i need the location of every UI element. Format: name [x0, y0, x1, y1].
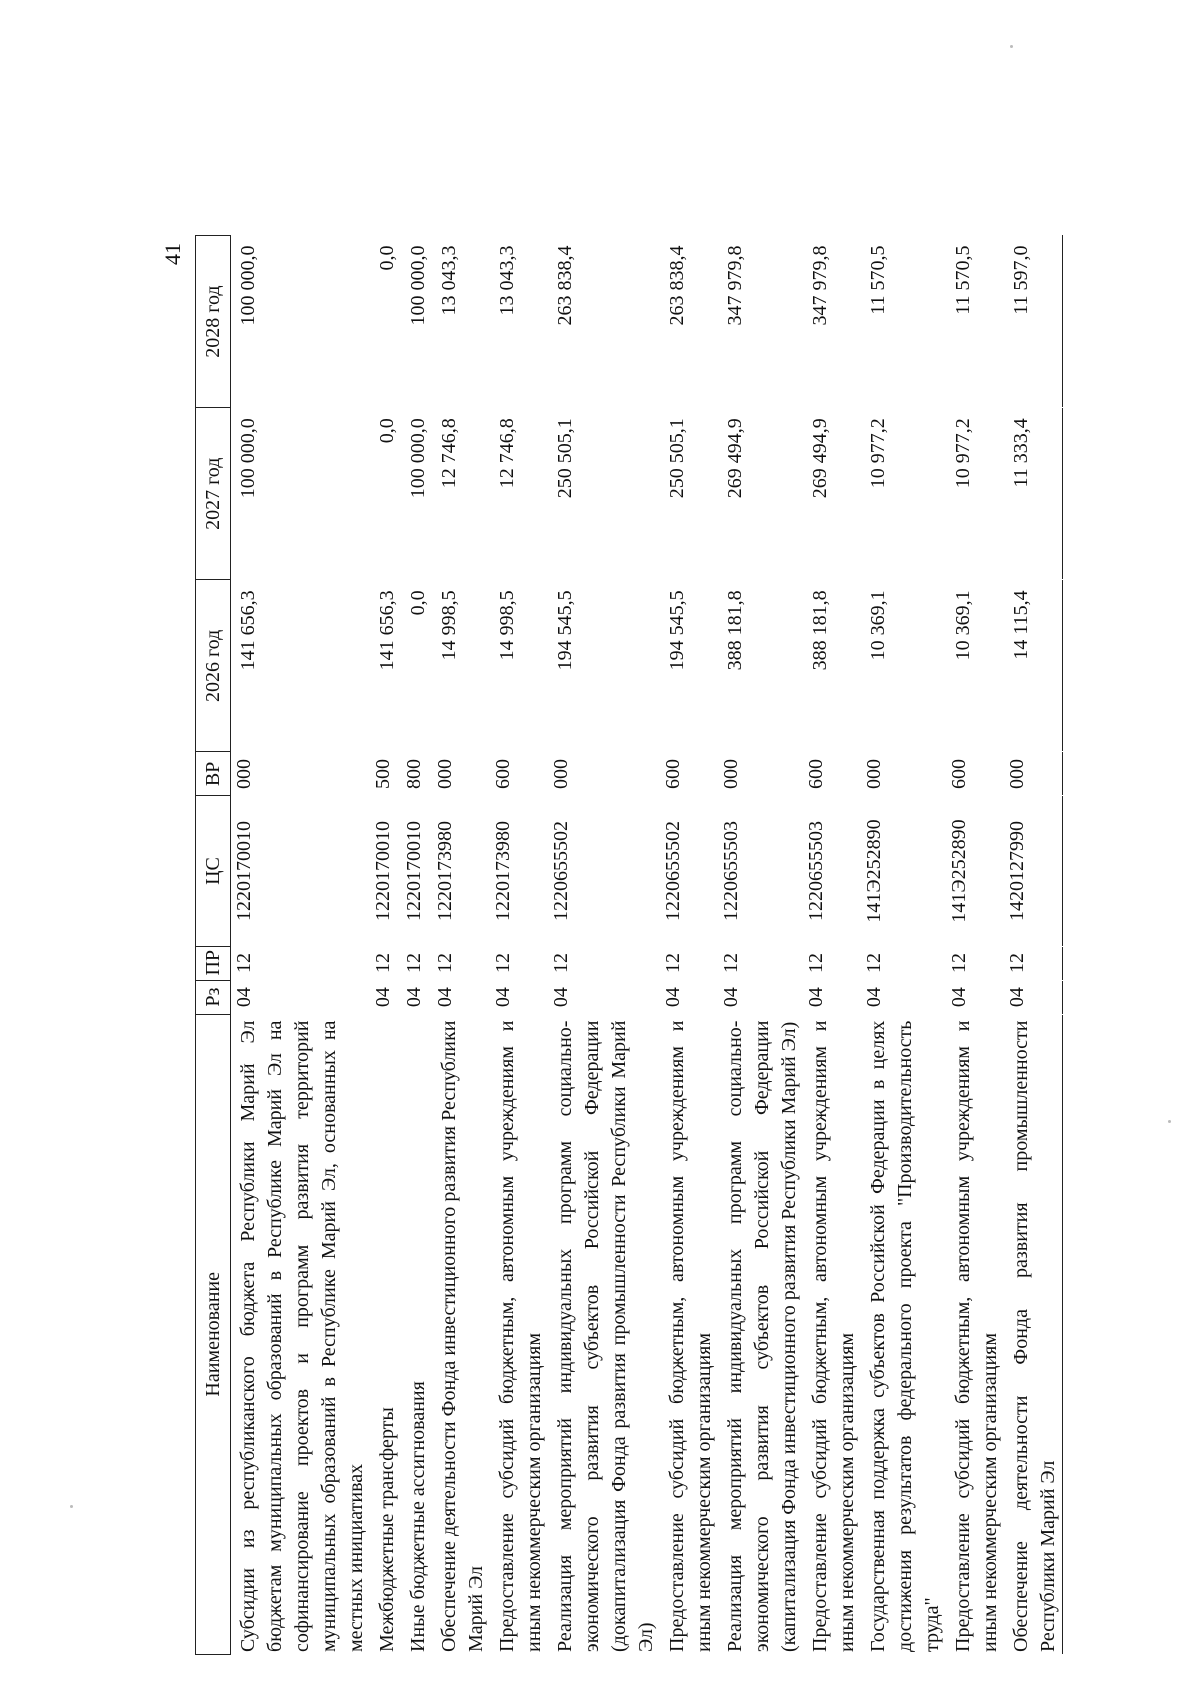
- row-2028: 13 043,3: [438, 245, 460, 316]
- row-name: Государственная поддержка субъектов Российской Федерации в целях достижения результатов федерального проекта "Производительность труда": [867, 1020, 943, 1652]
- row-cs: 1220170010: [233, 820, 255, 921]
- header-rz: Рз: [196, 980, 231, 1014]
- row-cs: 1220170010: [372, 820, 394, 921]
- header-name: Наименование: [196, 1014, 231, 1654]
- row-name: Обеспечение деятельности Фонда развития промышленности Республики Марий Эл: [1010, 1020, 1059, 1652]
- row-vr: 000: [233, 758, 255, 789]
- row-2026: 14 998,5: [496, 590, 518, 661]
- row-vr: 600: [492, 758, 514, 789]
- row-pr: 12: [863, 953, 885, 974]
- row-2027: 269 494,9: [809, 418, 831, 499]
- scan-speck: [70, 1505, 73, 1508]
- row-2028: 11 597,0: [1010, 245, 1032, 315]
- header-vr: ВР: [196, 752, 231, 796]
- row-2026: 388 181,8: [809, 590, 831, 671]
- table-row: [490, 236, 548, 1655]
- row-2026: 0,0: [407, 590, 429, 616]
- row-2026: 10 369,1: [952, 590, 974, 661]
- row-cs: 141Э252890: [948, 819, 970, 923]
- table-row: [861, 236, 946, 1655]
- table-row: [231, 236, 371, 1655]
- header-2027: 2027 год: [196, 408, 231, 580]
- row-rz: 04: [720, 987, 742, 1008]
- table-row: [718, 236, 803, 1655]
- row-name: Реализация мероприятий индивидуальных программ социально-экономического развития субъектов Российской Федерации (капитализация Фонда инвестиционного развития Республики Марий Эл): [724, 1020, 800, 1652]
- row-vr: 000: [720, 758, 742, 789]
- row-rz: 04: [550, 987, 572, 1008]
- row-pr: 12: [434, 953, 456, 974]
- row-vr: 800: [403, 758, 425, 789]
- row-pr: 12: [372, 953, 394, 974]
- table-row: [401, 236, 432, 1655]
- row-vr: 600: [662, 758, 684, 789]
- row-2027: 269 494,9: [724, 418, 746, 499]
- row-2028: 11 570,5: [952, 245, 974, 315]
- row-name: Обеспечение деятельности Фонда инвестиционного развития Республики Марий Эл: [438, 1020, 487, 1652]
- row-rz: 04: [233, 987, 255, 1008]
- scan-speck: [1168, 1120, 1171, 1123]
- page-number: 41: [160, 243, 185, 265]
- row-2027: 12 746,8: [496, 418, 518, 489]
- row-vr: 500: [372, 758, 394, 789]
- table-row: [548, 236, 660, 1655]
- header-cs: ЦС: [196, 796, 231, 946]
- row-rz: 04: [948, 987, 970, 1008]
- row-2027: 100 000,0: [237, 418, 259, 499]
- row-2028: 100 000,0: [237, 245, 259, 326]
- row-name: Реализация мероприятий индивидуальных программ социально-экономического развития субъектов Российской Федерации (докапитализация Фонда развития промышленности Республики Марий Эл): [554, 1020, 657, 1652]
- row-vr: 600: [948, 758, 970, 789]
- row-cs: 1220173980: [492, 820, 514, 921]
- row-2028: 11 570,5: [867, 245, 889, 315]
- row-2026: 388 181,8: [724, 590, 746, 671]
- row-2026: 14 115,4: [1010, 590, 1032, 660]
- row-vr: 000: [434, 758, 456, 789]
- row-2027: 11 333,4: [1010, 418, 1032, 488]
- rotated-table-page: [155, 235, 1165, 1655]
- row-2026: 141 656,3: [237, 590, 259, 671]
- row-rz: 04: [863, 987, 885, 1008]
- row-cs: 1220173980: [434, 820, 456, 921]
- row-pr: 12: [550, 953, 572, 974]
- table-row: [370, 236, 401, 1655]
- row-2026: 14 998,5: [438, 590, 460, 661]
- row-2028: 13 043,3: [496, 245, 518, 316]
- row-name: Предоставление субсидий бюджетным, автономным учреждениям и иным некоммерческим организациям: [952, 1020, 1001, 1652]
- row-2028: 263 838,4: [666, 245, 688, 326]
- row-2028: 263 838,4: [554, 245, 576, 326]
- row-pr: 12: [492, 953, 514, 974]
- row-2028: 347 979,8: [724, 245, 746, 326]
- row-2027: 10 977,2: [952, 418, 974, 489]
- row-rz: 04: [805, 987, 827, 1008]
- row-vr: 000: [550, 758, 572, 789]
- row-rz: 04: [434, 987, 456, 1008]
- row-2028: 0,0: [376, 245, 398, 271]
- row-vr: 600: [805, 758, 827, 789]
- row-2026: 194 545,5: [554, 590, 576, 671]
- row-name: Предоставление субсидий бюджетным, автономным учреждениям и иным некоммерческим организациям: [496, 1020, 545, 1652]
- row-name: Субсидии из республиканского бюджета Республики Марий Эл бюджетам муниципальных образований в Республике Марий Эл на софинансирование проектов и программ развития территорий муниципальных образований в Республике Марий Эл, основанных на местных инициативах: [237, 1020, 367, 1652]
- table-body: [231, 236, 1063, 1655]
- header-pr: ПР: [196, 946, 231, 980]
- row-2027: 250 505,1: [554, 418, 576, 499]
- table-row: [803, 236, 861, 1655]
- row-pr: 12: [805, 953, 827, 974]
- row-cs: 1220655503: [805, 820, 827, 921]
- row-name: Межбюджетные трансферты: [376, 1407, 398, 1652]
- table-row: [946, 236, 1004, 1655]
- row-pr: 12: [662, 953, 684, 974]
- table-header: [196, 236, 231, 1655]
- row-2027: 10 977,2: [867, 418, 889, 489]
- row-rz: 04: [403, 987, 425, 1008]
- row-2028: 100 000,0: [407, 245, 429, 326]
- header-2026: 2026 год: [196, 580, 231, 752]
- row-cs: 1220655503: [720, 820, 742, 921]
- row-2026: 194 545,5: [666, 590, 688, 671]
- row-pr: 12: [948, 953, 970, 974]
- row-vr: 000: [1006, 758, 1028, 789]
- row-pr: 12: [403, 953, 425, 974]
- row-2027: 12 746,8: [438, 418, 460, 489]
- row-2027: 0,0: [376, 418, 398, 444]
- row-rz: 04: [662, 987, 684, 1008]
- row-rz: 04: [492, 987, 514, 1008]
- budget-table: [195, 235, 1063, 1655]
- header-2028: 2028 год: [196, 236, 231, 408]
- row-2026: 10 369,1: [867, 590, 889, 661]
- row-cs: 1220655502: [550, 820, 572, 921]
- row-name: Иные бюджетные ассигнования: [407, 1381, 429, 1652]
- table-row: [432, 236, 490, 1655]
- scan-speck: [1010, 45, 1013, 48]
- table-row: [1004, 236, 1063, 1655]
- row-rz: 04: [1006, 987, 1028, 1008]
- row-2027: 100 000,0: [407, 418, 429, 499]
- row-2027: 250 505,1: [666, 418, 688, 499]
- row-rz: 04: [372, 987, 394, 1008]
- row-cs: 1420127990: [1006, 820, 1028, 921]
- row-cs: 141Э252890: [863, 819, 885, 923]
- row-pr: 12: [1006, 953, 1028, 974]
- row-vr: 000: [863, 758, 885, 789]
- row-2028: 347 979,8: [809, 245, 831, 326]
- row-cs: 1220655502: [662, 820, 684, 921]
- row-name: Предоставление субсидий бюджетным, автономным учреждениям и иным некоммерческим организациям: [809, 1020, 858, 1652]
- row-cs: 1220170010: [403, 820, 425, 921]
- row-pr: 12: [233, 953, 255, 974]
- row-name: Предоставление субсидий бюджетным, автономным учреждениям и иным некоммерческим организациям: [666, 1020, 715, 1652]
- table-row: [660, 236, 718, 1655]
- row-pr: 12: [720, 953, 742, 974]
- row-2026: 141 656,3: [376, 590, 398, 671]
